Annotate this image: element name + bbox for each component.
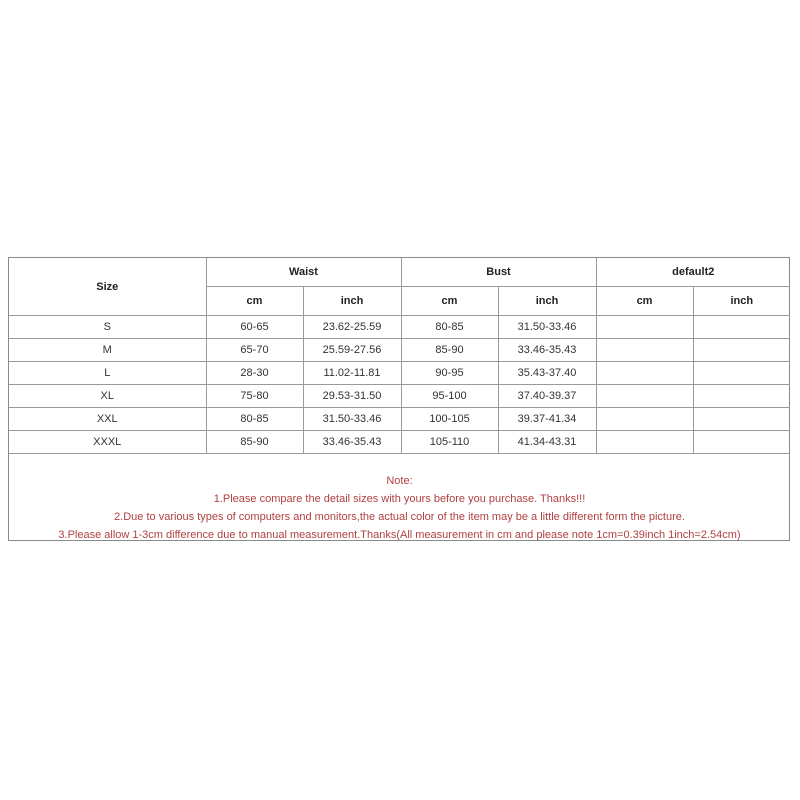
- default2-header: default2: [596, 258, 790, 287]
- waist-cm-cell: 28-30: [206, 362, 303, 385]
- bust-inch-cell: 31.50-33.46: [498, 316, 596, 339]
- size-cell: S: [9, 316, 206, 339]
- waist-cm-cell: 75-80: [206, 385, 303, 408]
- header-row-groups: [9, 258, 790, 287]
- bust-cm-cell: 105-110: [401, 431, 498, 454]
- default2-inch-header: inch: [693, 287, 790, 316]
- waist-inch-cell: 29.53-31.50: [303, 385, 401, 408]
- size-cell: M: [9, 339, 206, 362]
- default2-inch-cell: [693, 316, 790, 339]
- waist-cm-header: cm: [206, 287, 303, 316]
- default2-cm-cell: [596, 431, 693, 454]
- waist-inch-cell: 11.02-11.81: [303, 362, 401, 385]
- waist-cm-cell: 85-90: [206, 431, 303, 454]
- bust-cm-cell: 80-85: [401, 316, 498, 339]
- table-row: [9, 385, 790, 408]
- bust-cm-cell: 90-95: [401, 362, 498, 385]
- size-header: Size: [9, 258, 206, 316]
- default2-cm-cell: [596, 408, 693, 431]
- waist-inch-cell: 31.50-33.46: [303, 408, 401, 431]
- bust-inch-cell: 37.40-39.37: [498, 385, 596, 408]
- bust-inch-header: inch: [498, 287, 596, 316]
- size-cell: L: [9, 362, 206, 385]
- default2-cm-header: cm: [596, 287, 693, 316]
- size-cell: XXL: [9, 408, 206, 431]
- note-line-2: 2.Due to various types of computers and monitors,the actual color of the item may be a little different form the picture.: [114, 511, 685, 523]
- waist-cm-cell: 65-70: [206, 339, 303, 362]
- note-line-1: 1.Please compare the detail sizes with yours before you purchase. Thanks!!!: [213, 493, 586, 505]
- table-row: [9, 339, 790, 362]
- bust-header: Bust: [401, 258, 596, 287]
- bust-inch-cell: 33.46-35.43: [498, 339, 596, 362]
- size-chart: [8, 257, 790, 541]
- note-line-3: 3.Please allow 1-3cm difference due to manual measurement.Thanks(All measurement in cm and please note 1cm=0.39inch 1inch=2.54cm): [58, 529, 741, 541]
- waist-cm-cell: 80-85: [206, 408, 303, 431]
- table-row: [9, 316, 790, 339]
- waist-inch-header: inch: [303, 287, 401, 316]
- notes-block: [9, 472, 790, 544]
- table-row: [9, 362, 790, 385]
- size-cell: XL: [9, 385, 206, 408]
- default2-inch-cell: [693, 408, 790, 431]
- default2-cm-cell: [596, 362, 693, 385]
- bust-cm-cell: 85-90: [401, 339, 498, 362]
- default2-inch-cell: [693, 362, 790, 385]
- waist-cm-cell: 60-65: [206, 316, 303, 339]
- size-cell: XXXL: [9, 431, 206, 454]
- size-table: [9, 258, 790, 454]
- bust-inch-cell: 35.43-37.40: [498, 362, 596, 385]
- bust-inch-cell: 41.34-43.31: [498, 431, 596, 454]
- waist-inch-cell: 25.59-27.56: [303, 339, 401, 362]
- default2-inch-cell: [693, 339, 790, 362]
- bust-cm-cell: 95-100: [401, 385, 498, 408]
- waist-inch-cell: 23.62-25.59: [303, 316, 401, 339]
- notes-title: Note:: [386, 475, 413, 487]
- table-row: [9, 431, 790, 454]
- bust-cm-cell: 100-105: [401, 408, 498, 431]
- bust-cm-header: cm: [401, 287, 498, 316]
- default2-inch-cell: [693, 431, 790, 454]
- default2-inch-cell: [693, 385, 790, 408]
- default2-cm-cell: [596, 316, 693, 339]
- table-row: [9, 408, 790, 431]
- default2-cm-cell: [596, 385, 693, 408]
- bust-inch-cell: 39.37-41.34: [498, 408, 596, 431]
- waist-inch-cell: 33.46-35.43: [303, 431, 401, 454]
- waist-header: Waist: [206, 258, 401, 287]
- default2-cm-cell: [596, 339, 693, 362]
